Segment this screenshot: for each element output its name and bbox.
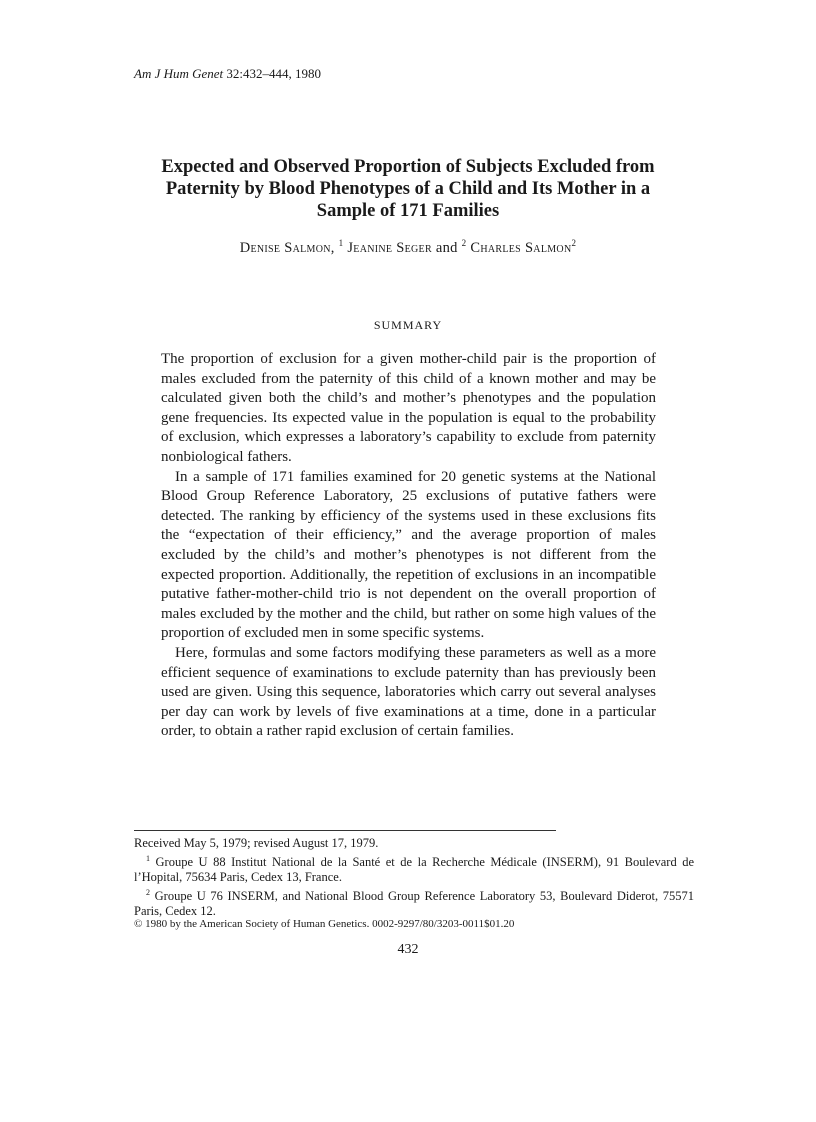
title-line: Paternity by Blood Phenotypes of a Child and Its Mother in a (165, 179, 651, 199)
affiliation-mark: 2 (571, 238, 577, 248)
footnote-text: Groupe U 88 Institut National de la Santé et de la Recherche Médicale (INSERM), 91 Boulevard de l’Hopital, 75634 Paris, Cedex 13, France. (134, 855, 695, 885)
copyright-notice: © 1980 by the American Society of Human Genetics. 0002-9297/80/3203-0011$01.20 (134, 918, 515, 930)
summary-paragraph: The proportion of exclusion for a given mother-child pair is the proportion of males excluded from the paternity of this child of a known mother and may be calculated given both the child’s and mother’s phenotypes and the population gene frequencies. Its expected value in the population is equal to the probability of exclusion, which expresses a laboratory’s capability to exclude from paternity nonbiological fathers. (161, 351, 656, 465)
footnote-divider (134, 830, 556, 831)
journal-citation (134, 66, 321, 82)
volume-pages: 32:432–444, 1980 (226, 66, 322, 81)
summary-body (161, 350, 656, 742)
affiliation-mark: 1 (338, 238, 344, 248)
article-title (120, 156, 696, 222)
footnote-mark: 1 (146, 854, 150, 863)
journal-name: Am J Hum Genet (134, 66, 224, 81)
summary-paragraph: Here, formulas and some factors modifying these parameters as well as a more efficient sequence of examinations to exclude paternity than has previously been used are given. Using this sequence, laboratories which carry out several analyses per day can work by levels of five examinations at a time, done in a particular order, to obtain a rather rapid exclusion of certain families. (161, 644, 656, 740)
author-name: Charles Salmon (470, 239, 572, 256)
author-separator: and (431, 239, 462, 256)
footnote-affiliation-2 (134, 885, 694, 919)
summary-heading: SUMMARY (373, 318, 443, 332)
footnote-text: Groupe U 76 INSERM, and National Blood Group Reference Laboratory 53, Boulevard Diderot, 75571 Paris, Cedex 12. (134, 889, 694, 919)
page-number: 432 (397, 942, 419, 957)
title-line: Sample of 171 Families (316, 201, 500, 221)
title-line: Expected and Observed Proportion of Subjects Excluded from (161, 157, 655, 177)
received-dates: Received May 5, 1979; revised August 17, 1979. (134, 836, 379, 850)
author-name: Denise Salmon (239, 239, 331, 256)
footnotes (134, 836, 694, 919)
affiliation-mark: 2 (461, 238, 467, 248)
footnote-affiliation-1 (134, 851, 694, 885)
footnote-mark: 2 (146, 888, 150, 898)
author-name: Jeanine Seger (347, 239, 432, 256)
summary-paragraph: In a sample of 171 families examined for 20 genetic systems at the National Blood Group Reference Laboratory, 25 exclusions of putative fathers were detected. The ranking by efficiency of the systems used in these exclusions fits the “expectation of their efficiency,” and the average proportion of males excluded by the child’s and mother’s phenotypes is not different from the expected proportion. Additionally, the repetition of exclusions in an incompatible putative father-mother-child trio is not dependent on the overall proportion of males excluded by the mother and the child, but rather on some high values of the proportion of excluded men in some specific systems. (161, 468, 656, 642)
author-list (120, 238, 696, 257)
author-separator: , (330, 239, 339, 256)
